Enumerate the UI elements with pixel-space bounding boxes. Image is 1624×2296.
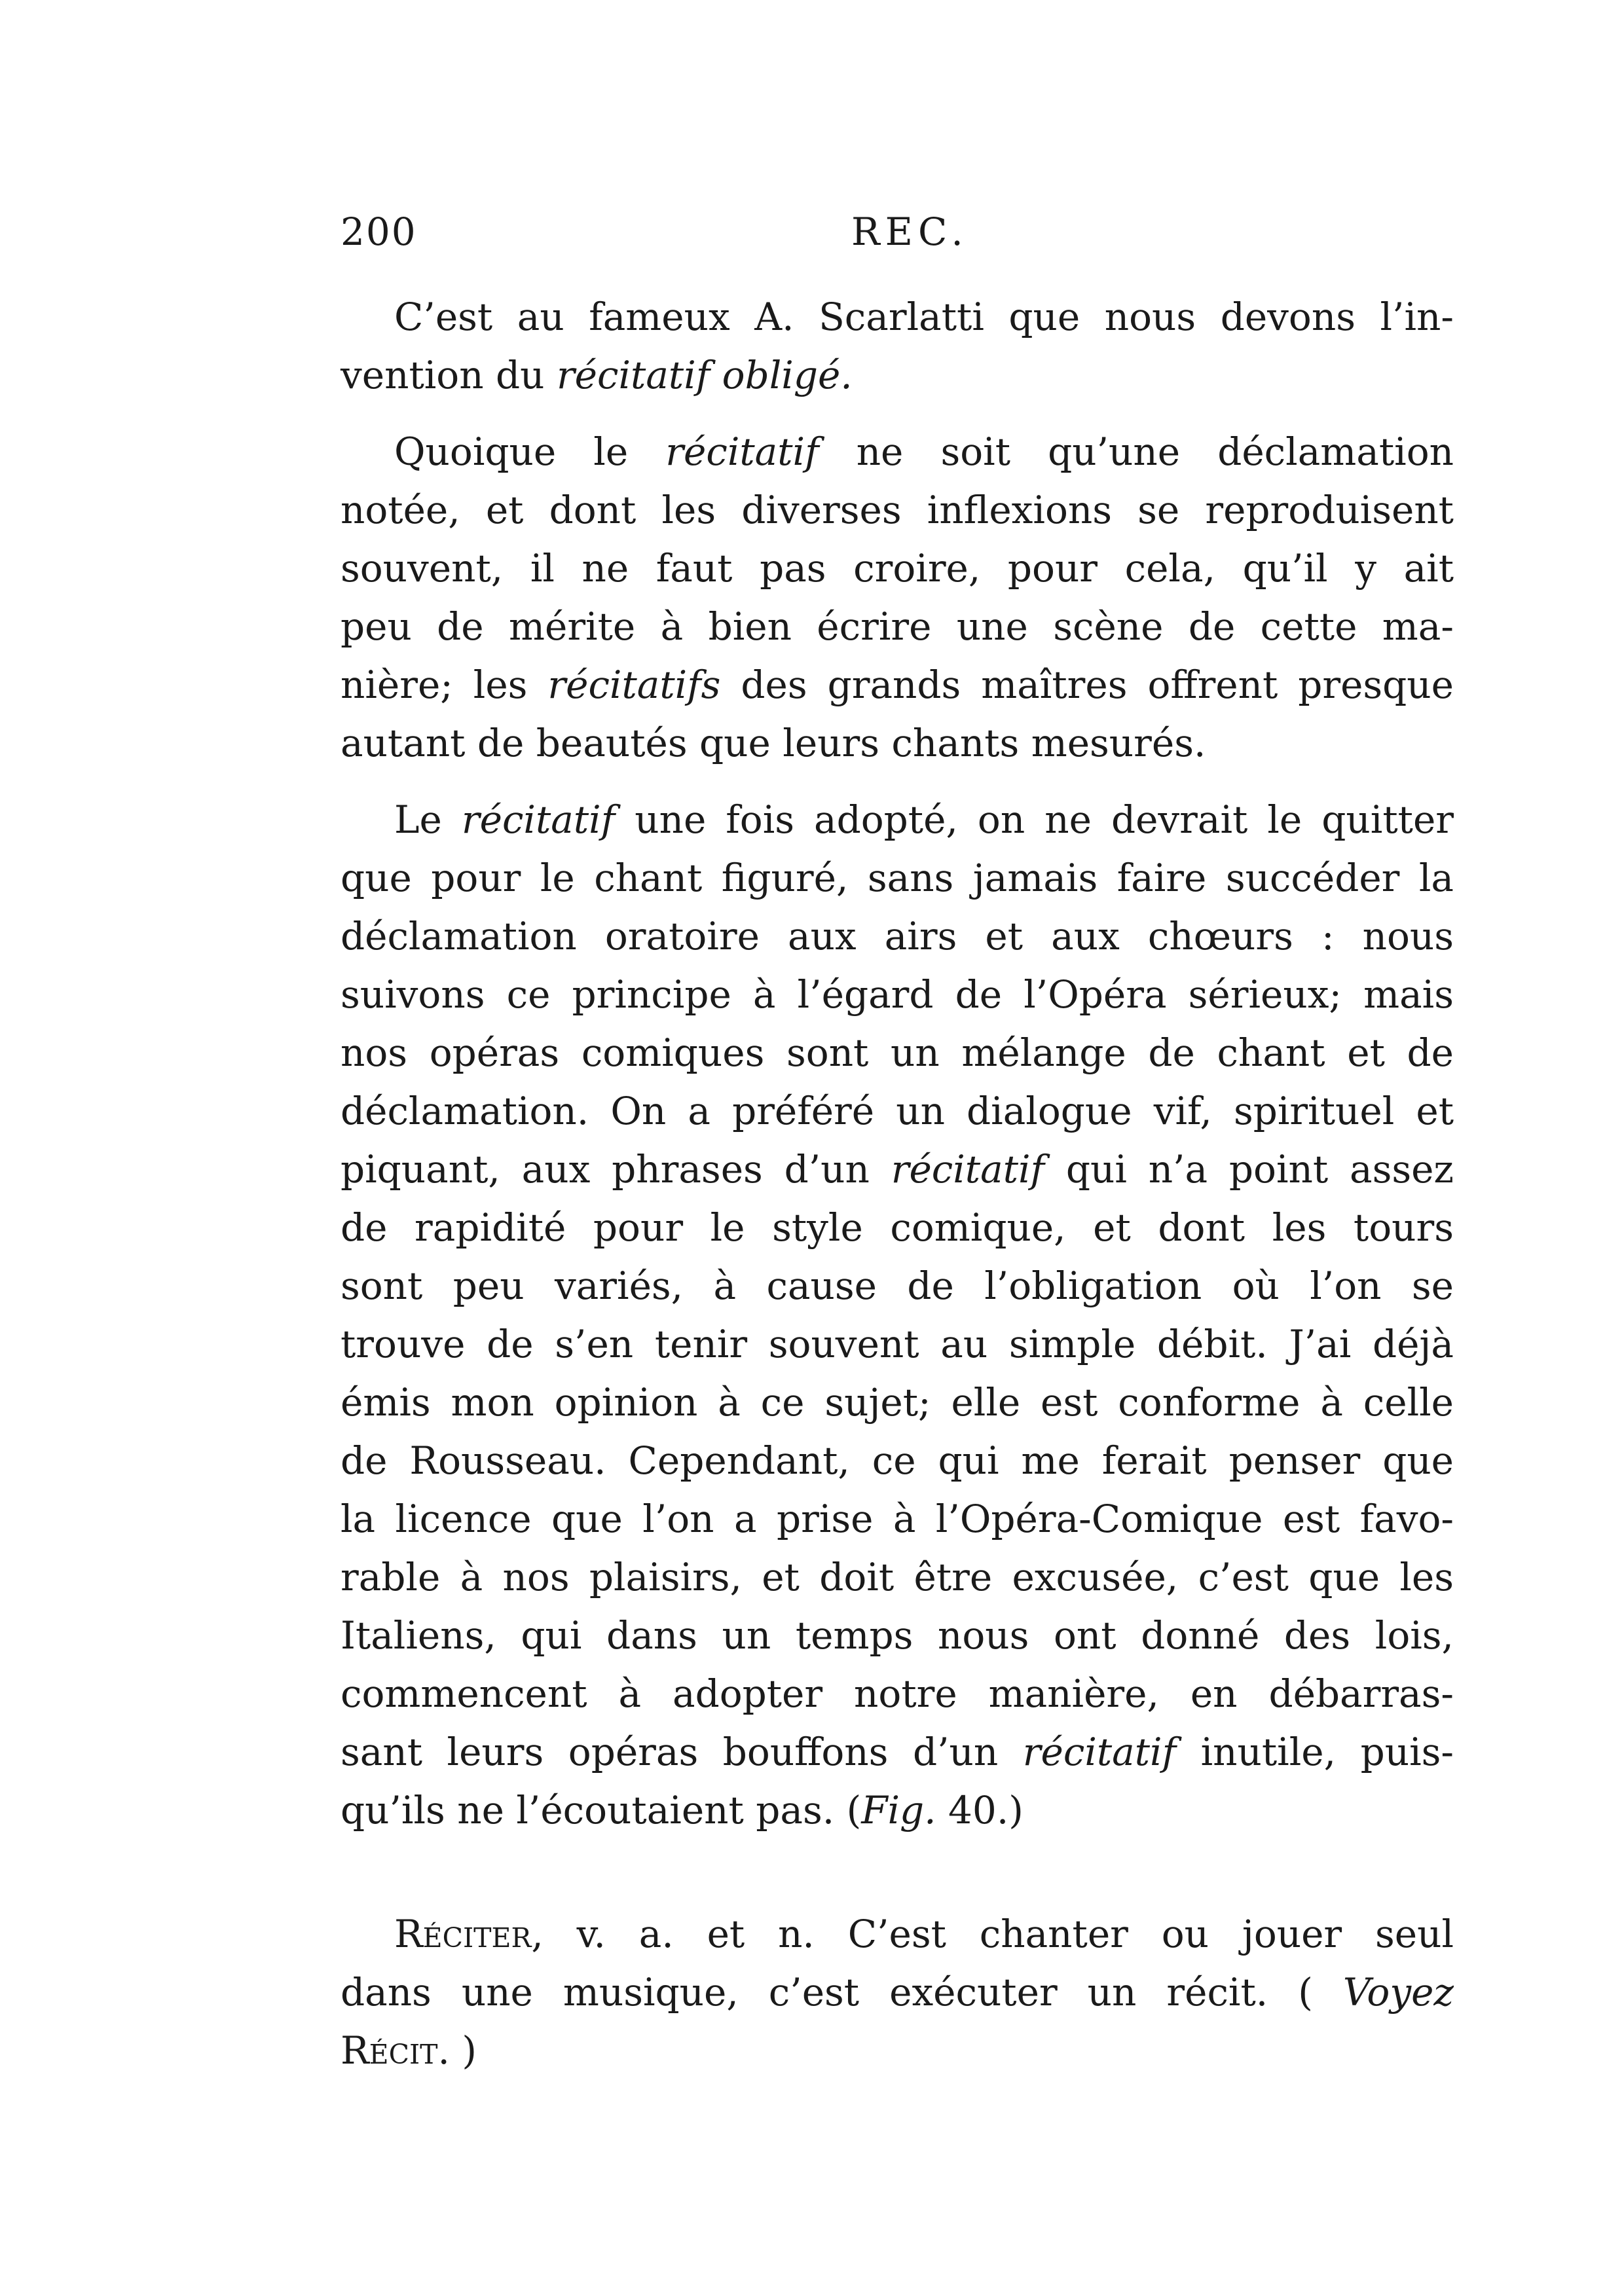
small-caps-term: Récit <box>341 2028 438 2073</box>
entry-reciter <box>341 1905 1454 2080</box>
section-heading: REC. <box>851 210 969 254</box>
text-line: Récit. ) <box>341 2028 477 2073</box>
text-line: Italiens, qui dans un temps nous ont donné des lois, <box>341 1613 1454 1658</box>
text-line: Le récitatif une fois adopté, on ne devrait le quitter <box>394 797 1454 842</box>
italic-term: récitatif obligé. <box>556 353 853 397</box>
text-line: commencent à adopter notre manière, en débarras- <box>341 1671 1454 1716</box>
text-line: rable à nos plaisirs, et doit être excusée, c’est que les <box>341 1555 1454 1599</box>
text-line: nière; les récitatifs des grands maîtres offrent presque <box>341 663 1454 707</box>
italic-term: récitatif <box>891 1147 1045 1192</box>
running-head <box>341 210 1454 268</box>
paragraph-scarlatti <box>341 288 1454 405</box>
italic-term: récitatif <box>665 429 819 474</box>
text-line: piquant, aux phrases d’un récitatif qui n’a point assez <box>341 1147 1454 1192</box>
text-line: sant leurs opéras bouffons d’un récitatif inutile, puis- <box>341 1730 1454 1774</box>
paragraph-recitatif-adopte <box>341 791 1454 1840</box>
text-line: suivons ce principe à l’égard de l’Opéra sérieux; mais <box>341 972 1454 1017</box>
italic-term: Fig. <box>861 1788 936 1832</box>
text-line: Quoique le récitatif ne soit qu’une déclamation <box>394 429 1454 474</box>
italic-term: récitatifs <box>547 663 721 707</box>
paragraph-quoique <box>341 423 1454 773</box>
italic-term: Voyez <box>1342 1970 1454 2014</box>
text-line: trouve de s’en tenir souvent au simple débit. J’ai déjà <box>341 1322 1454 1366</box>
text-line: déclamation oratoire aux airs et aux chœurs : nous <box>341 914 1454 958</box>
text-line: sont peu variés, à cause de l’obligation où l’on se <box>341 1264 1454 1308</box>
text-line: émis mon opinion à ce sujet; elle est conforme à celle <box>341 1380 1454 1425</box>
text-line: dans une musique, c’est exécuter un récit. ( Voyez <box>341 1970 1454 2014</box>
body-text <box>341 288 1454 2080</box>
text-line: nos opéras comiques sont un mélange de chant et de <box>341 1030 1454 1075</box>
text-line: déclamation. On a préféré un dialogue vif, spirituel et <box>341 1089 1454 1133</box>
text-line: la licence que l’on a prise à l’Opéra-Comique est favo- <box>341 1497 1454 1541</box>
text-line: souvent, il ne faut pas croire, pour cela, qu’il y ait <box>341 546 1454 591</box>
text-line: C’est au fameux A. Scarlatti que nous devons l’in- <box>394 295 1454 339</box>
text-line: qu’ils ne l’écoutaient pas. (Fig. 40.) <box>341 1788 1024 1832</box>
small-caps-term: Réciter <box>394 1912 532 1956</box>
text-line: vention du récitatif obligé. <box>341 353 853 397</box>
text-line: peu de mérite à bien écrire une scène de cette ma- <box>341 604 1454 649</box>
page-number: 200 <box>341 210 417 254</box>
italic-term: récitatif <box>1022 1730 1177 1774</box>
text-line: notée, et dont les diverses inflexions se reproduisent <box>341 488 1454 532</box>
text-line: Réciter, v. a. et n. C’est chanter ou jouer seul <box>394 1912 1454 1956</box>
text-line: autant de beautés que leurs chants mesurés. <box>341 721 1206 765</box>
text-line: de Rousseau. Cependant, ce qui me ferait penser que <box>341 1438 1454 1483</box>
text-line: que pour le chant figuré, sans jamais faire succéder la <box>341 856 1454 900</box>
italic-term: récitatif <box>461 797 616 842</box>
text-line: de rapidité pour le style comique, et dont les tours <box>341 1205 1454 1250</box>
